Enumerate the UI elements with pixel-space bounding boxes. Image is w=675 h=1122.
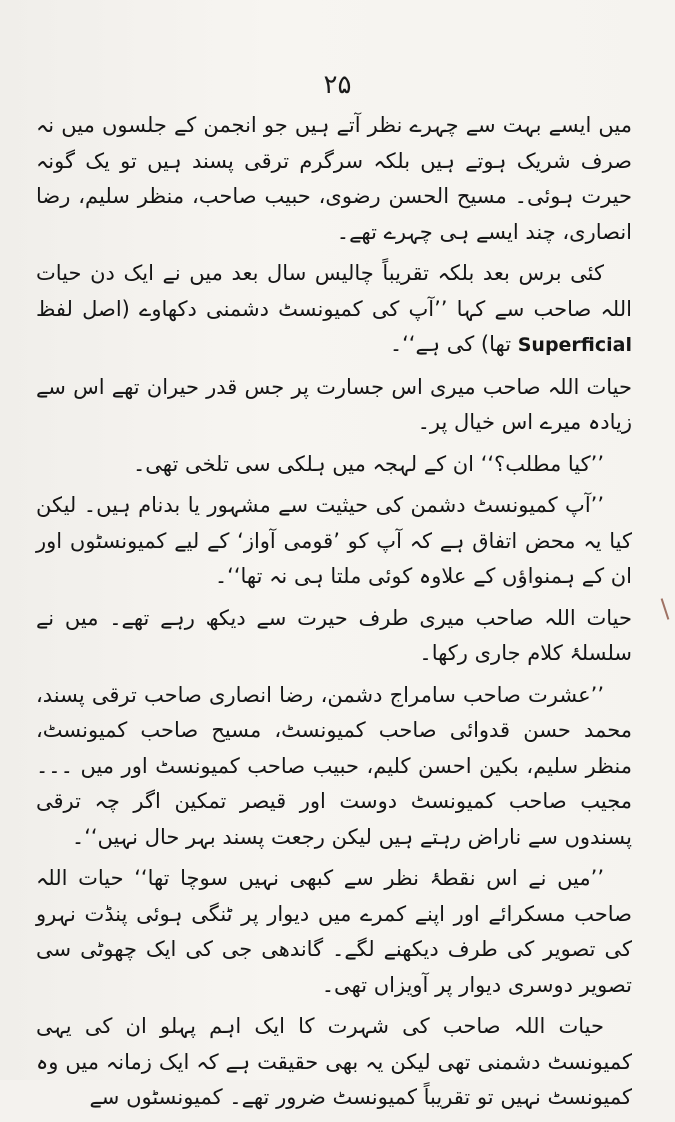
paragraph-2-tail: تھا) کی ہے‘‘۔ xyxy=(389,332,512,356)
paragraph-3: حیات اللہ صاحب میری اس جسارت پر جس قدر حیران تھے اس سے زیادہ میرے اس خیال پر۔ xyxy=(36,374,632,434)
paragraph-9: حیات اللہ صاحب کی شہرت کا ایک اہم پہلو ان کی یہی کمیونسٹ دشمنی تھی لیکن یہ بھی حقیقت ہے کہ ایک زمانہ میں وہ کمیونسٹ نہیں تو تقریباً کمیونسٹ ضرور تھے۔ کمیونسٹوں سے xyxy=(36,1014,632,1109)
paragraph-1: میں ایسے بہت سے چہرے نظر آتے ہیں جو انجمن کے جلسوں میں نہ صرف شریک ہوتے ہیں بلکہ سرگرم ترقی پسند ہیں تو یک گونہ حیرت ہوئی۔ مسیح الحسن رضوی، حبیب صاحب، منظر سلیم، رضا انصاری، چند ایسے ہی چہرے تھے۔ xyxy=(36,113,632,244)
page-number: ۲۵ xyxy=(323,70,352,100)
page-body xyxy=(36,108,632,1122)
latin-word: Superficial xyxy=(517,334,632,356)
margin-pen-mark xyxy=(661,598,670,620)
paragraph-6: حیات اللہ صاحب میری طرف حیرت سے دیکھ رہے تھے۔ میں نے سلسلۂ کلام جاری رکھا۔ xyxy=(36,605,632,665)
paragraph-4: ’’کیا مطلب؟‘‘ ان کے لہجہ میں ہلکی سی تلخی تھی۔ xyxy=(132,451,604,476)
paragraph-7: ’’عشرت صاحب سامراج دشمن، رضا انصاری صاحب ترقی پسند، محمد حسن قدوائی صاحب کمیونسٹ، مسیح صاحب کمیونسٹ، منظر سلیم، بکین احسن کلیم، حبیب صاحب کمیونسٹ اور میں ۔۔۔ مجیب صاحب کمیونسٹ دوست اور قیصر تمکین اگر چہ ترقی پسندوں سے ناراض رہتے ہیں لیکن رجعت پسند بہر حال نہیں‘‘۔ xyxy=(36,682,632,849)
paragraph-2 xyxy=(36,256,632,364)
paragraph-5: ’’آپ کمیونسٹ دشمن کی حیثیت سے مشہور یا بدنام ہیں۔ لیکن کیا یہ محض اتفاق ہے کہ آپ کو ’قومی آواز‘ کے لیے کمیونسٹوں اور ان کے ہمنواؤں کے علاوہ کوئی ملتا ہی نہ تھا‘‘۔ xyxy=(36,493,632,588)
paragraph-8: ’’میں نے اس نقطۂ نظر سے کبھی نہیں سوچا تھا‘‘ حیات اللہ صاحب مسکرائے اور اپنے کمرے میں دیوار پر ٹنگی ہوئی پنڈت نہرو کی تصویر کی طرف دیکھنے لگے۔ گاندھی جی کی ایک چھوٹی سی تصویر دوسری دیوار پر آویزاں تھی۔ xyxy=(36,866,632,997)
paragraph-2-text: کئی برس بعد بلکہ تقریباً چالیس سال بعد میں نے ایک دن حیات اللہ صاحب سے کہا ’’آپ کی کمیونسٹ دشمنی دکھاوے (اصل لفظ xyxy=(36,261,632,321)
